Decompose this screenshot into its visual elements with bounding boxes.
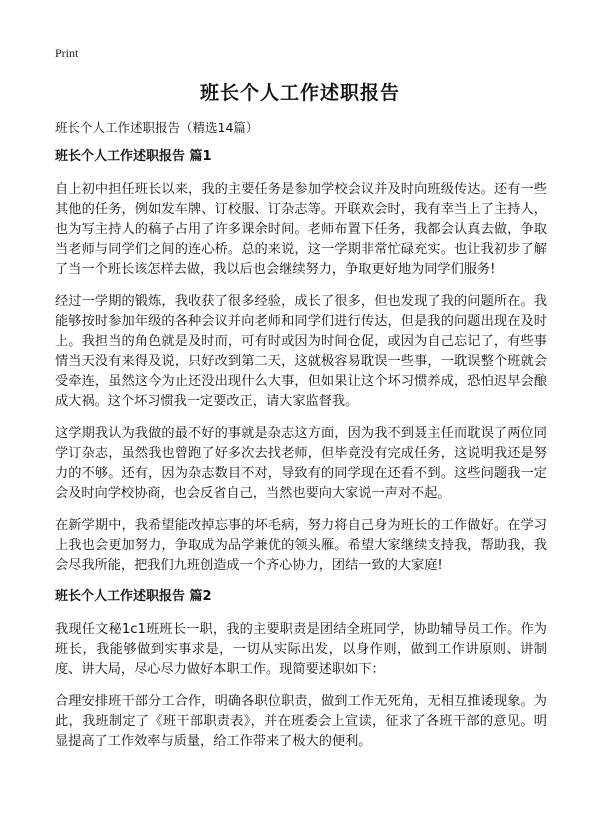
page-subtitle: 班长个人工作述职报告（精选14篇） <box>55 120 259 135</box>
paragraph: 我现任文秘1c1班班长一职，我的主要职责是团结全班同学，协助辅导员工作。作为班长，我能够做到实事求是，一切从实际出发，以身作则，做到工作讲原则、讲制度、讲大局，尽心尽力做好本职工作。现简要述职如下： <box>55 622 547 677</box>
section-heading: 班长个人工作述职报告 篇2 <box>55 589 212 604</box>
print-link[interactable]: Print <box>55 46 79 60</box>
section-heading: 班长个人工作述职报告 篇1 <box>55 149 212 164</box>
report-section-2 <box>55 588 547 752</box>
paragraph: 经过一学期的锻炼，我收获了很多经验，成长了很多，但也发现了我的问题所在。我能够按时参加年级的各种会议并向老师和同学们进行传达，但是我的问题出现在及时上。我担当的角色就是及时而，可有时或因为时间仓促，或因为自己忘记了，有些事情当天没有来得及说，只好改到第二天，这就极容易耽误一些事，一耽误整个班就会受牵连，虽然这今为止还没出现什么大事，但如果让这个坏习惯养成，恐怕迟早会酿成大祸。这个坏习惯我一定要改正，请大家监督我。 <box>55 294 547 409</box>
report-section-1 <box>55 148 547 576</box>
report-body <box>55 148 547 764</box>
page-title: 班长个人工作述职报告 <box>199 82 400 104</box>
paragraph: 在新学期中，我希望能改掉忘事的坏毛病，努力将自己身为班长的工作做好。在学习上我也会更加努力，争取成为品学兼优的领头雁。希望大家继续支持我，帮助我，我会尽我所能，把我们九班创造成一个齐心协力，团结一致的大家庭! <box>55 518 547 573</box>
paragraph: 自上初中担任班长以来，我的主要任务是参加学校会议并及时向班级传达。还有一些其他的任务，例如发车牌、订校服、订杂志等。开联欢会时，我有幸当上了主持人，也为写主持人的稿子占用了许多课余时间。老师布置下任务，我都会认真去做，争取当老师与同学们之间的连心桥。总的来说，这一学期非常忙碌充实。也让我初步了解了当一个班长该怎样去做，我以后也会继续努力，争取更好地为同学们服务! <box>55 182 547 277</box>
paragraph: 合理安排班干部分工合作，明确各职位职责，做到工作无死角，无相互推诿现象。为此，我班制定了《班干部职责表》，并在班委会上宣读，征求了各班干部的意见。明显提高了工作效率与质量，给工作带来了极大的便利。 <box>55 694 547 749</box>
paragraph: 这学期我认为我做的最不好的事就是杂志这方面，因为我不到聂主任而耽误了两位同学订杂志，虽然我也曾跑了好多次去找老师，但毕竟没有完成任务，这说明我还是努力的不够。还有，因为杂志数目不对，导致有的同学现在还看不到。这些问题我一定会及时向学校协商，也会反省自己，当然也要向大家说一声对不起。 <box>55 426 547 501</box>
